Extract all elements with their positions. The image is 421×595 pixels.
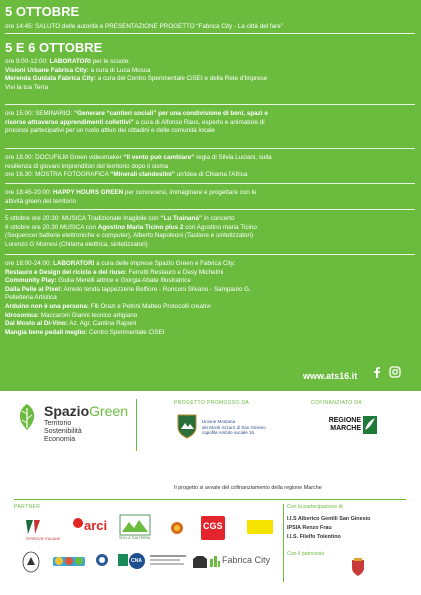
ferrovie-icon <box>24 517 54 537</box>
vivi-terra-icon <box>119 514 151 536</box>
footer: SpazioGreen Territorio Sostenibilità Economia PROGETTO PROMOSSO DA Unione Montana dei Monti Azzurri di San Ginesio capofila Ambito sociale 16 COFINANZIATO DA REGIONE MARCHE Il progetto si avvale del cofinanziamento della regione Marche PARTNER FERROVIE ITALIANE arci VIVI LA TUA TERRA CGS CNA Fabrica City Con la partecipazione di I.I.S Alberico Gentili San Ginesio IPSIA Renzo Frau I.I.S. Filelfo Tolentino Con il patrocinio <box>0 391 421 595</box>
union-shield-icon <box>176 413 198 439</box>
lab2-item: Idrosonica: Maccaroni Gianni tecnico artigiano <box>5 311 138 319</box>
music-block: 5 ottobre ore 20:30: MUSICA Tradizionale Inagibile con “Lu Trainanà” in concerto 6 ottobre ore 20.30 MUSICA con Agostino Maria Ticino plus 2 con Agostino maria Ticino (Sequencer batterie elettroniche e computer), Alberto Napoleoni (Tastiere e sintetizzatori) Lorenzo G Morresi (Chitarra elettrica, sintetizzatori) <box>5 215 257 248</box>
lab2-item: Community Play: Giulia Merelli attrice e Giorgia Abate Illustratrice <box>5 277 191 285</box>
divider <box>5 148 415 149</box>
divider <box>5 104 415 105</box>
divider <box>283 504 284 582</box>
promoted-label: PROGETTO PROMOSSO DA <box>174 400 250 406</box>
partner-ferrovie: FERROVIE ITALIANE <box>24 517 54 542</box>
municipality-crest-icon <box>350 557 366 577</box>
seminar-block: ore 15.00: SEMINARIO: “Generare “cantieri sociali” per una condivisione di beni, spazi e risorse attraverso apprendimenti collettivi” a cura di Alfonso Raus, esperto e animatore di processi partecipativi per un ruolo attivo dei cittadini e delle comunità locale <box>5 110 268 135</box>
schools-list <box>287 515 370 542</box>
partner-seal-icon <box>22 551 40 573</box>
divider <box>5 183 415 184</box>
website-link[interactable]: www.ats16.it <box>303 371 358 381</box>
lab2-item: Pelletteria Artistica <box>5 294 57 302</box>
union-name: Unione Montana dei Monti Azzurri di San Ginesio capofila Ambito sociale 16 <box>202 419 266 435</box>
fabrica-city-icon <box>209 555 221 567</box>
school-item: IPSIA Renzo Frau <box>287 525 332 531</box>
patronage-label: Con il patrocinio <box>287 551 325 557</box>
partner-vivi-la-tua-terra: VIVI LA TUA TERRA <box>119 514 151 541</box>
partner-label: PARTNER <box>14 504 41 510</box>
day1-line: ore 14:45: SALUTO delle autorità e PRESENTAZIONE PROGETTO “Fabrica City - La città del fare” <box>5 23 283 30</box>
brand-tagline: Territorio Sostenibilità Economia <box>44 420 82 443</box>
partner-cat-icon <box>191 554 209 570</box>
partner-yellow-logo <box>247 520 273 534</box>
school-item: I.I.S. Filelfo Tolentino <box>287 534 341 540</box>
cofin-note: Il progetto si avvale del cofinanziamento della regione Marche <box>174 485 322 491</box>
day1-heading: 5 OTTOBRE <box>5 4 80 19</box>
region-name: REGIONE MARCHE <box>328 417 361 432</box>
brand-name: SpazioGreen <box>44 403 129 419</box>
spaziogreen-logo-icon <box>14 402 40 432</box>
facebook-icon[interactable] <box>371 366 383 378</box>
partner-text-block <box>150 554 186 568</box>
cofinanced-label: COFINANZIATO DA <box>311 400 363 406</box>
region-marche-icon <box>362 415 378 435</box>
participation-label: Con la partecipazione di <box>287 504 343 510</box>
partner-badge-icon <box>95 553 109 567</box>
lab1-block: ore 9:00-12:00: LABORATORI per le scuole: Visioni Urbane Fabrica City: a cura di Luca Mosca Merenda Guidata Fabrica City: a cura del Centro Sperimentale CiSEI e della Rete d'Imprese Vivi la tua Terra <box>5 58 268 91</box>
happy-hours-block: ore 18:45-20:00: HAPPY HOURS GREEN per conoscersi, immaginare e progettare con le attività green del territorio <box>5 189 257 205</box>
lab2-item: Dal Mosto al Di-Vino: Az. Agr. Cantina Raponi <box>5 320 137 328</box>
partner-cgs: CGS <box>201 516 225 540</box>
partner-emblem-icon <box>170 521 184 535</box>
divider <box>5 33 415 34</box>
lab2-block: ore 18:00-24:00: LABORATORI a cura delle imprese Spazio Green e Fabrica City: Restauro e Design del riciclo e del riuso: Ferretti Restauro e Desy Michelini Community Play: Giulia Merelli attrice e Giorgia Abate Illustratrice Dalla Pelle al Pixel: Arredo tenda tappezzerie Belfiore - Ronconi Silvano - Sampaolo G. Pelletteria Artistica Arduino non è una persona: Flli Orazi e Petrini Matteo Protocolli creativi Idrosonica: Maccaroni Gianni tecnico artigiano Dal Mosto al Di-Vino: Az. Agr. Cantina Raponi Mangia bene pedali meglio: Centro Sperimentale CiSEI <box>5 260 415 337</box>
arci-icon <box>72 517 84 531</box>
lab2-item: Arduino non è una persona: Flli Orazi e Petrini Matteo Protocolli creativi <box>5 302 211 310</box>
lab2-item: Dalla Pelle al Pixel: Arredo tenda tappezzerie Belfiore - Ronconi Silvano - Sampaolo G. <box>5 285 251 293</box>
divider <box>14 499 406 500</box>
lab2-item: Mangia bene pedali meglio: Centro Sperimentale CiSEI <box>5 328 165 336</box>
lab2-item: Restauro e Design del riciclo e del riuso: Ferretti Restauro e Desy Michelini <box>5 268 224 276</box>
partner-small-icon <box>117 553 129 567</box>
divider <box>5 254 415 255</box>
divider <box>5 209 415 210</box>
partner-colorful-icon <box>52 551 86 571</box>
divider <box>136 399 137 451</box>
school-item: I.I.S Alberico Gentili San Ginesio <box>287 516 371 522</box>
partner-cna: CNA <box>129 553 145 569</box>
docufilm-block: ore 18.00: DOCUFILM Green videomaker “Il vento può cambiare” regia di Silvia Luciani, sulla resilienza di giovani imprenditori del territorio dopo il sisma ore 16.30: MOSTRA FOTOGRAFICA “Minerali clandestini” un'idea di Chiama l'Africa <box>5 154 272 179</box>
instagram-icon[interactable] <box>389 366 401 378</box>
day2-heading: 5 E 6 OTTOBRE <box>5 40 103 55</box>
